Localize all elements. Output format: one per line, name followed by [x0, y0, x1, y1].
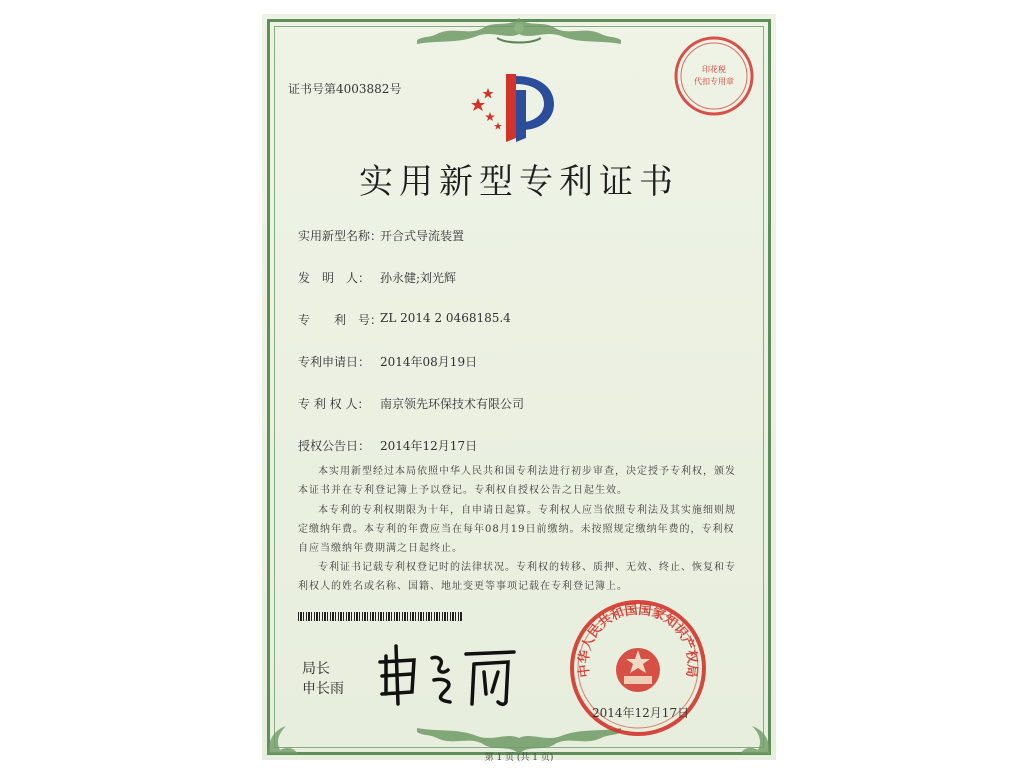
page-footer: 第 1 页 (共 1 页): [484, 753, 554, 763]
svg-text:中华人民共和国国家知识产权局: 中华人民共和国国家知识产权局: [576, 602, 700, 679]
field-grant-date-label: 授权公告日：: [298, 439, 371, 453]
barcode: [298, 612, 462, 621]
paragraph-term: 本专利的专利权期限为十年，自申请日起算。专利权人应当依照专利法及其实施细则规定缴纳年费。本专利的年费应当在每年08月19日前缴纳。未按照规定缴纳年费的，专利权自应当缴纳年费期满之日起终止。: [298, 505, 736, 554]
field-patentee-value: 南京领先环保技术有限公司: [380, 397, 525, 411]
svg-text:印花税: 印花税: [702, 65, 726, 74]
field-name-label: 实用新型名称：: [298, 229, 383, 243]
svg-text:代扣专用章: 代扣专用章: [694, 77, 734, 86]
field-application-date-value: 2014年08月19日: [380, 355, 478, 369]
certificate-number: 证书号第4003882号: [288, 82, 402, 96]
field-grant-date-value: 2014年12月17日: [380, 439, 478, 453]
tax-stamp-seal: [672, 34, 756, 118]
patent-office-logo: [470, 68, 560, 144]
certificate-title: 实用新型专利证书: [359, 162, 679, 202]
field-inventor-label: 发 明 人：: [298, 271, 371, 285]
paragraph-grant: 本实用新型经过本局依照中华人民共和国专利法进行初步审查，决定授予专利权，颁发本证书并在专利登记簿上予以登记。专利权自授权公告之日起生效。: [298, 466, 736, 496]
field-patentee-label: 专 利 权 人：: [298, 397, 370, 411]
field-name-value: 开合式导流装置: [380, 229, 465, 243]
bureau-title: 局长: [302, 661, 330, 677]
top-ornament: [417, 14, 621, 48]
field-patent-number-label: 专 利 号：: [298, 313, 383, 327]
field-application-date-label: 专利申请日：: [298, 355, 371, 369]
field-patent-number-value: ZL 2014 2 0468185.4: [380, 311, 511, 325]
director-signature: [374, 642, 524, 708]
bureau-name: 申长雨: [302, 681, 344, 697]
field-inventor-value: 孙永健;刘光辉: [380, 271, 457, 285]
certificate: [262, 14, 776, 763]
seal-date: 2014年12月17日: [592, 706, 690, 720]
paragraph-legal-status: 专利证书记载专利权登记时的法律状况。专利权的转移、质押、无效、终止、恢复和专利权人的姓名或名称、国籍、地址变更等事项记载在专利登记簿上。: [298, 562, 736, 592]
